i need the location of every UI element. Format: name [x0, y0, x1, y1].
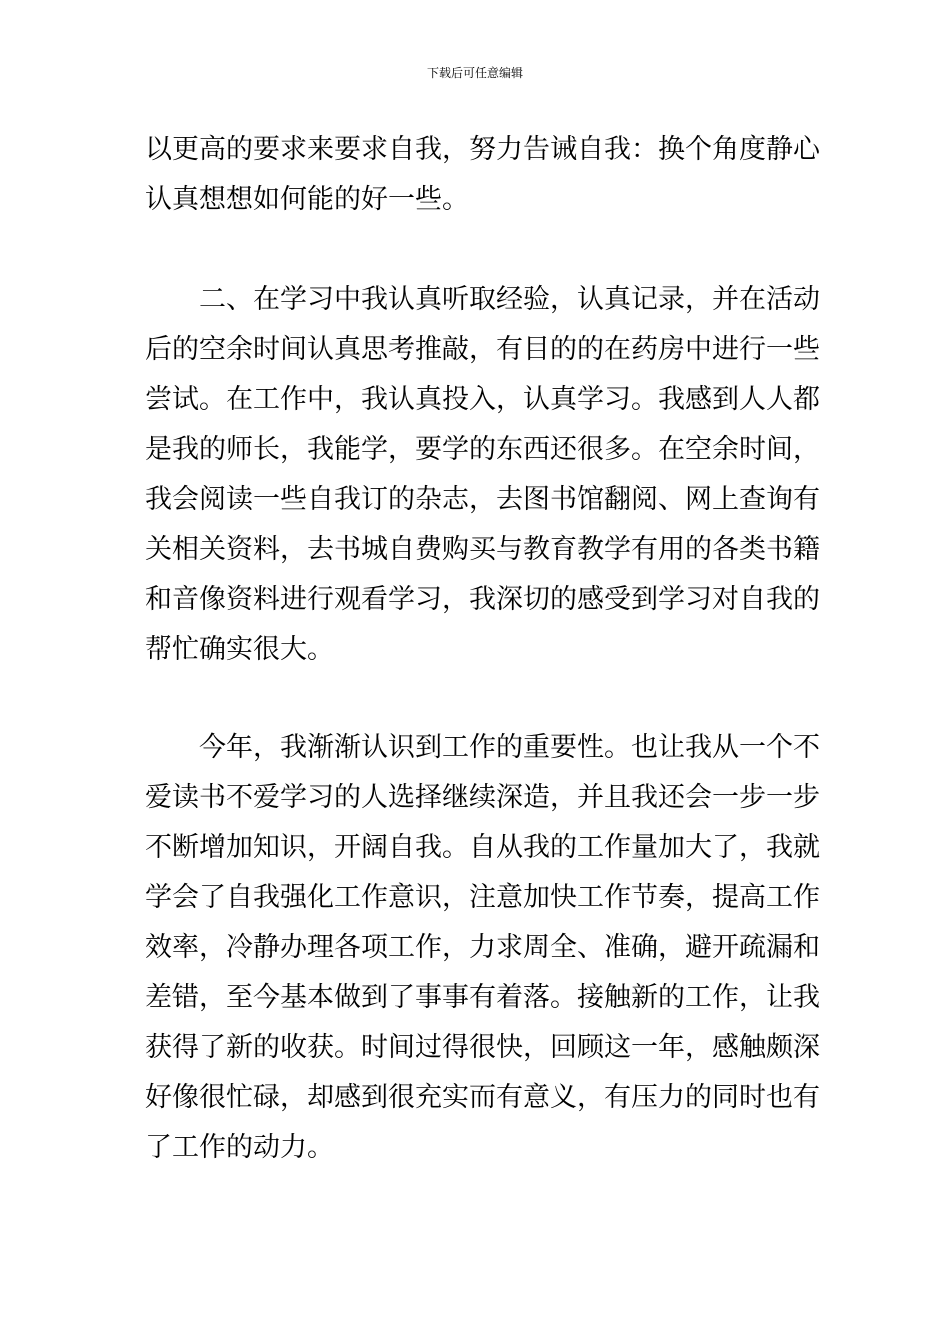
text-line: 认真想想如何能的好一些。	[145, 184, 469, 215]
page-header: 下载后可任意编辑	[426, 66, 523, 80]
text-line: 二、在学习中我认真听取经验，认真记录，并在活动	[199, 284, 820, 315]
text-line: 关相关资料，去书城自费购买与教育教学有用的各类书籍	[145, 534, 820, 565]
text-line: 是我的师长，我能学，要学的东西还很多。在空余时间，	[145, 434, 820, 465]
text-line: 了工作的动力。	[145, 1132, 334, 1163]
text-line: 差错，至今基本做到了事事有着落。接触新的工作，让我	[145, 982, 820, 1013]
text-line: 以更高的要求来要求自我，努力告诫自我：换个角度静心	[145, 134, 820, 165]
text-line: 帮忙确实很大。	[145, 634, 334, 665]
text-line: 学会了自我强化工作意识，注意加快工作节奏，提高工作	[145, 882, 820, 913]
text-line: 我会阅读一些自我订的杂志，去图书馆翻阅、网上查询有	[145, 484, 820, 515]
text-line: 和音像资料进行观看学习，我深切的感受到学习对自我的	[145, 584, 820, 615]
text-line: 今年，我渐渐认识到工作的重要性。也让我从一个不	[199, 732, 820, 763]
text-line: 不断增加知识，开阔自我。自从我的工作量加大了，我就	[145, 832, 820, 863]
text-line: 效率，冷静办理各项工作，力求周全、准确，避开疏漏和	[145, 932, 820, 963]
text-line: 爱读书不爱学习的人选择继续深造，并且我还会一步一步	[145, 782, 820, 813]
text-line: 好像很忙碌，却感到很充实而有意义，有压力的同时也有	[145, 1082, 820, 1113]
text-line: 尝试。在工作中，我认真投入，认真学习。我感到人人都	[145, 384, 820, 415]
text-line: 获得了新的收获。时间过得很快，回顾这一年，感触颇深	[145, 1032, 820, 1063]
text-line: 后的空余时间认真思考推敲，有目的的在药房中进行一些	[145, 334, 820, 365]
